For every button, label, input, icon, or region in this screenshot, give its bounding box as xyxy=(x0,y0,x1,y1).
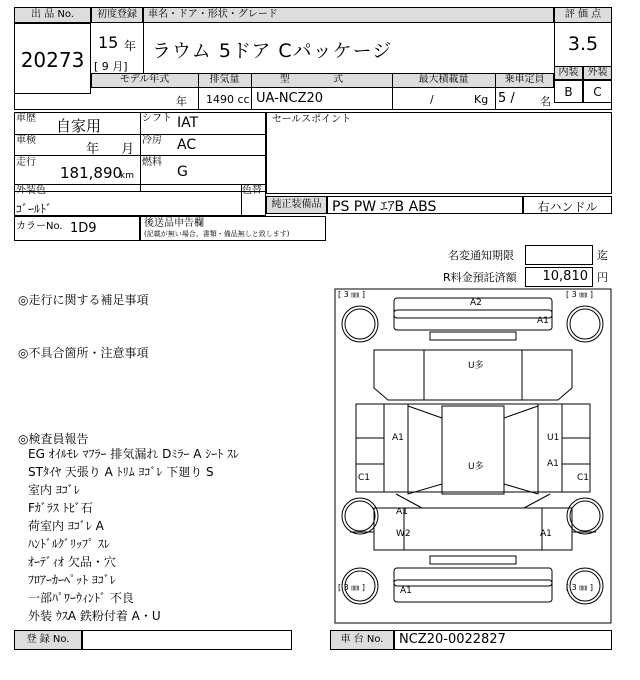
recycle-unit: 円 xyxy=(597,271,608,284)
history-label: 車歴 xyxy=(16,113,36,124)
post-docs-note: (記載が無い場合、書類・備品無しと致します) xyxy=(144,230,290,238)
equipment-value: PS PW ｴｱB ABS xyxy=(332,199,437,215)
damage-mark: A1 xyxy=(396,507,408,517)
inspector-line: ﾊﾝﾄﾞﾙｸﾞﾘｯﾌﾟ ｽﾚ xyxy=(28,537,110,551)
body-side xyxy=(356,404,590,492)
exterior-grade: C xyxy=(593,85,602,99)
steering-value: 右ハンドル xyxy=(537,200,598,214)
damage-mark: A1 xyxy=(537,316,549,326)
max-load-label: 最大積載量 xyxy=(418,74,469,85)
inspection-label: 車検 xyxy=(16,135,36,146)
shift-label: シフト xyxy=(142,113,172,124)
tire-tread-label: [ 3 ㎜ ] xyxy=(338,290,365,299)
left-door-glass xyxy=(408,406,442,494)
max-load-slash: / xyxy=(430,93,434,106)
damage-mark: W2 xyxy=(396,529,411,539)
aircon-value: AC xyxy=(177,137,197,153)
damage-mark: A1 xyxy=(392,433,404,443)
damage-mark: A1 xyxy=(400,586,412,596)
damage-mark: C1 xyxy=(358,473,371,483)
reg-no-label: 登 録 No. xyxy=(26,634,70,645)
inspector-line: Fｶﾞﾗｽ ﾄﾋﾞ石 xyxy=(28,501,93,515)
first-reg-month: [ 9 月] xyxy=(94,60,128,73)
equipment-label: 純正装備品 xyxy=(271,199,322,210)
mileage-unit: km xyxy=(120,171,134,181)
front-plate xyxy=(430,556,516,564)
inspector-line: 室内 ﾖｺﾞﾚ xyxy=(28,483,80,497)
roof xyxy=(442,406,504,494)
damage-mark: U多 xyxy=(468,462,484,472)
max-load-unit: Kg xyxy=(474,93,489,106)
car-name-label: 車名・ドア・形状・グレード xyxy=(148,9,278,20)
sales-point-label: セールスポイント xyxy=(272,114,352,125)
chassis-number: NCZ20-0022827 xyxy=(399,632,506,647)
reg-no-box xyxy=(82,630,292,650)
inspector-line: STﾀｲﾔ 天張り A ﾄﾘﾑ ﾖｺﾞﾚ 下廻り S xyxy=(28,465,214,479)
exterior-color-label: 外装色 xyxy=(16,185,46,196)
fuel-label: 燃料 xyxy=(142,157,162,168)
recycle-value: 10,810 xyxy=(542,269,588,284)
car-name: ラウム 5ドア Cパッケージ xyxy=(152,40,393,62)
recycle-label: R料金預託済額 xyxy=(443,271,517,284)
history-value: 自家用 xyxy=(56,117,102,135)
color-no-label: カラーNo. xyxy=(16,221,63,232)
mileage-value: 181,890 xyxy=(60,164,123,182)
rear-plate xyxy=(430,332,516,340)
front-bumper xyxy=(394,580,552,602)
model-year-unit: 年 xyxy=(176,95,187,108)
inspector-line: 一部ﾊﾟﾜｰｳｨﾝﾄﾞ 不良 xyxy=(28,591,134,605)
capacity-unit: 名 xyxy=(540,95,551,108)
mileage-label: 走行 xyxy=(16,157,36,168)
defects-title: ◎不具合箇所・注意事項 xyxy=(18,346,149,360)
post-docs-label: 後送品申告欄 xyxy=(144,218,204,229)
inspector-line: 荷室内 ﾖｺﾞﾚ A xyxy=(28,519,104,533)
inspector-line: ｵｰﾃﾞｨｵ 欠品・穴 xyxy=(28,555,116,569)
capacity-value: 5 / xyxy=(498,91,515,106)
damage-mark: A1 xyxy=(547,459,559,469)
diagram-frame xyxy=(335,289,611,623)
damage-mark: A1 xyxy=(540,529,552,539)
tire-tread-label: [ 3 ㎜ ] xyxy=(566,290,593,299)
inspector-line: 外装 ｳｽA 鉄粉付着 A・U xyxy=(28,609,161,623)
damage-mark: U1 xyxy=(547,433,560,443)
rear-glass xyxy=(374,350,572,400)
color-no-value: 1D9 xyxy=(70,221,97,236)
rating-value: 3.5 xyxy=(567,33,599,55)
fuel-value: G xyxy=(177,164,188,180)
first-reg-year-unit: 年 xyxy=(124,39,137,53)
tire-front-right xyxy=(567,306,603,342)
displacement-value: 1490 cc xyxy=(206,93,250,106)
interior-label: 内装 xyxy=(558,67,579,78)
tire-tread-label: [ 3 ㎜ ] xyxy=(566,583,593,592)
exterior-color-value: ｺﾞｰﾙﾄﾞ xyxy=(16,202,53,216)
lot-number: 20273 xyxy=(20,48,85,72)
chassis-label: 車 台 No. xyxy=(340,634,384,645)
type-value: UA-NCZ20 xyxy=(256,91,324,106)
damage-mark: C1 xyxy=(577,473,590,483)
type-label: 型 式 xyxy=(279,74,364,85)
damage-mark: A2 xyxy=(470,298,482,308)
lot-label: 出 品 No. xyxy=(31,9,74,20)
car-damage-diagram xyxy=(334,288,612,624)
right-door-glass xyxy=(504,406,538,494)
inspector-line: ﾌﾛｱｰｶｰﾍﾟｯﾄ ﾖｺﾞﾚ xyxy=(28,573,116,587)
inspector-title: ◎検査員報告 xyxy=(18,432,89,446)
color-change-label: 色替 xyxy=(242,185,262,196)
first-reg-year: 15 xyxy=(98,33,119,52)
interior-grade: B xyxy=(564,85,573,99)
first-reg-label: 初度登録 xyxy=(97,9,137,20)
damage-mark: U多 xyxy=(468,361,484,371)
tire-front-left xyxy=(342,306,378,342)
deadline-box xyxy=(525,245,593,265)
rear-panel xyxy=(394,310,552,330)
inspector-line: EG ｵｲﾙﾓﾚ ﾏﾌﾗｰ 排気漏れ Dﾐﾗｰ A ｼｰﾄ ｽﾚ xyxy=(28,447,240,461)
tire-rear-left xyxy=(342,498,378,534)
displacement-label: 排気量 xyxy=(209,74,240,85)
driving-notes-title: ◎走行に関する補足事項 xyxy=(18,293,149,307)
front-panel xyxy=(394,568,552,586)
capacity-label: 乗車定員 xyxy=(504,74,545,85)
shift-value: IAT xyxy=(177,115,199,131)
aircon-label: 冷房 xyxy=(142,135,162,146)
model-year-label: モデル年式 xyxy=(119,74,170,85)
deadline-label: 名変通知期限 xyxy=(448,249,514,262)
tire-tread-label: [ 3 ㎜ ] xyxy=(338,583,365,592)
exterior-label: 外装 xyxy=(587,67,608,78)
rating-label: 評 価 点 xyxy=(564,9,602,20)
inspection-value: 年 月 xyxy=(86,142,135,157)
deadline-unit: 迄 xyxy=(597,249,608,262)
